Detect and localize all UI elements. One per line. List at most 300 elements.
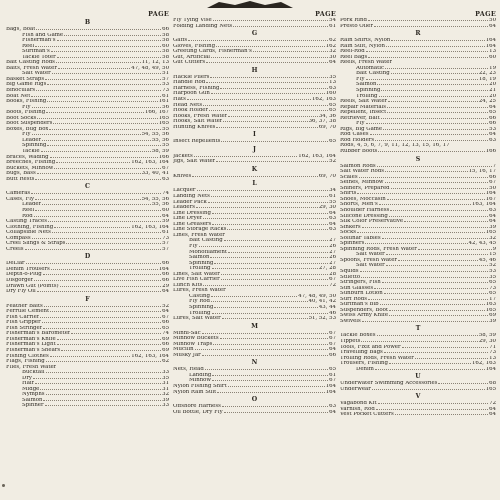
index-entry-text: Bags, Boat (6, 27, 36, 32)
index-entry-page-number: 66 (329, 352, 336, 358)
dot-leader (47, 101, 157, 102)
index-entry-text: Disgorger (6, 277, 34, 283)
dot-leader (223, 121, 307, 122)
index-entry-page-number: 66 (162, 342, 169, 348)
index-entry (173, 410, 336, 416)
index-entry-text: Casting Traces (6, 219, 47, 225)
dot-leader (385, 182, 489, 183)
index-entry-page-number: 39 (489, 224, 496, 230)
index-entry-text: Fisherman's Barometer (6, 331, 71, 337)
dot-leader (53, 123, 157, 124)
dot-leader (211, 301, 308, 302)
index-entry-page-number: 69 (162, 347, 169, 353)
dot-leader (362, 321, 488, 322)
index-entry-text: Spinning Rods, Fresh Water (340, 246, 417, 252)
dot-leader (34, 280, 161, 281)
index-entry-page-number: 162, 163, 164 (131, 353, 169, 359)
index-entry-text: Pork Rind (340, 18, 367, 23)
index-entry-page-number: 163, 164 (471, 202, 496, 208)
index-entry-text: Silk Color Preservative (340, 219, 404, 225)
dot-leader (35, 210, 161, 211)
dot-leader (35, 199, 141, 200)
index-entry-page-number: 161 (158, 99, 169, 105)
dot-leader (211, 196, 328, 197)
index-entry-page-number: 64 (162, 289, 169, 295)
index-entry-text: Salmon Rods (340, 163, 376, 169)
index-entry-text: Line Dryer (173, 216, 203, 222)
dot-leader (47, 84, 161, 85)
index-entry-page-number: 62 (162, 359, 169, 365)
dot-leader (214, 263, 328, 264)
index-entry-page-number: 66 (162, 277, 169, 283)
dot-leader (216, 127, 317, 128)
index-entry-text: Spinning (189, 260, 214, 266)
dot-leader (212, 375, 328, 376)
index-entry-page-number: 64 (329, 60, 336, 66)
index-entry-text: Musky Jar (173, 352, 201, 358)
dot-leader (220, 338, 329, 339)
dot-leader (46, 372, 162, 373)
index-entry-page-number: 9 (492, 246, 496, 252)
index-entry-page-number: 63 (162, 176, 169, 182)
dot-leader (368, 20, 488, 21)
index-entry-text: Repair Materials (340, 104, 387, 110)
index-entry (173, 24, 336, 30)
section-letter-heading: C (85, 183, 90, 191)
dot-leader (60, 286, 162, 287)
index-entry-text: Trolling (189, 310, 211, 316)
dot-leader (195, 349, 328, 350)
index-entry-text: Shoes, Moccasin (340, 196, 386, 202)
index-entry-text: Trolling (356, 93, 378, 99)
dot-leader (42, 140, 151, 141)
dot-leader (40, 317, 161, 318)
dot-leader (211, 93, 325, 94)
index-entry-page-number: 162, 163 (471, 361, 496, 367)
index-entry-text: Spinner (22, 403, 44, 409)
index-entry-page-number: 164 (485, 43, 496, 49)
dot-leader (71, 333, 161, 334)
index-entry-page-number: 60 (162, 43, 169, 49)
section-letter-heading: D (84, 253, 91, 261)
index-entry-text: Stiletto (340, 274, 361, 280)
dot-leader (37, 291, 161, 292)
dot-leader (32, 238, 161, 239)
index-entry-page-number: 66 (162, 272, 169, 278)
dot-leader (37, 118, 157, 119)
index-entry-text: Big Game Rigs (6, 82, 47, 88)
index-entry-page-number: 162, 163, 164 (131, 160, 169, 166)
index-entry-page-number: 57 (162, 76, 169, 82)
index-entry-page-number: 31 (162, 381, 169, 387)
index-entry-text: Folding Landing Nets (173, 23, 233, 29)
index-entry-text: Greeting Cards, Fisherman's (173, 49, 252, 55)
index-entry-page-number: 27 (329, 238, 336, 244)
dot-leader (216, 161, 328, 162)
index-entry-page-number: 32 (162, 392, 169, 398)
section-letter-heading: T (415, 325, 421, 333)
dot-leader (376, 409, 488, 410)
index-entry-page-number: 63 (329, 216, 336, 222)
index-entry-page-number: 11, 12, 13 (141, 60, 169, 66)
index-entry-text: Rain Shirts, Nylon (340, 38, 391, 44)
index-entry-text: Fly Rod (189, 299, 210, 305)
index-entry-page-number: 63 (489, 207, 496, 213)
index-entry-text: Fly (189, 243, 198, 249)
index-entry-page-number: 51, 52, 53 (308, 316, 336, 322)
index-entry-page-number: 58 (162, 54, 169, 60)
dot-leader (390, 210, 488, 211)
index-entry-text: Flies, Fresh Water (6, 364, 57, 370)
dot-leader (387, 107, 488, 108)
dot-leader (43, 274, 161, 275)
index-entry-page-number: 58 (162, 38, 169, 44)
index-entry-text: Bait Casting Rods (6, 60, 55, 66)
dot-leader (383, 129, 488, 130)
dot-leader (57, 339, 162, 340)
index-entry-page-number: 61 (329, 372, 336, 378)
index-entry-text: Boxes, Bug Box (6, 126, 49, 132)
index-entry-page-number: 39 (489, 318, 496, 324)
index-entry-text: Fisherman's Shears (6, 347, 61, 353)
index-entry-text: Reels, Salt Water (340, 99, 388, 105)
index-entry-text: Midge (22, 386, 40, 392)
dot-leader (382, 238, 489, 239)
header-ornament-logo (205, 0, 295, 9)
index-entry-page-number: 64 (489, 132, 496, 138)
index-entry-text: Salt Water Rods (340, 169, 384, 175)
index-entry-page-number: 26 (329, 243, 336, 249)
dot-leader (64, 35, 161, 36)
section-letter-heading: M (251, 322, 258, 330)
dot-leader (203, 218, 328, 219)
index-entry-text: Landing Nets (173, 194, 210, 200)
index-column-left (6, 11, 169, 409)
index-entry-page-number: 64 (329, 347, 336, 353)
index-entry-text: Jigs, Salt Water (173, 159, 216, 165)
dot-leader (224, 240, 328, 241)
index-entry-text: Lines, Fresh Water (173, 232, 225, 238)
index-entry-text: Tackle Toter (22, 54, 56, 60)
dot-leader (404, 221, 488, 222)
index-entry-text: Boot Suspenders (6, 121, 53, 127)
index-entry-text: Braces, Wading (6, 154, 49, 160)
index-entry-text: Depth-o-Plug (6, 272, 42, 278)
dot-leader (386, 46, 485, 47)
dot-leader (54, 168, 161, 169)
index-entry-text: Butt Rests (6, 176, 35, 182)
dot-leader (192, 176, 318, 177)
dot-leader (196, 207, 318, 208)
index-entry-page-number: 52 (162, 303, 169, 309)
dot-leader (388, 101, 478, 102)
dot-leader (389, 363, 471, 364)
index-entry-page-number: 57 (162, 246, 169, 252)
index-entry-text: Head Nets (173, 102, 203, 108)
index-entry-page-number: 65 (489, 291, 496, 297)
dot-leader (50, 311, 161, 312)
index-entry-text: Rod (22, 213, 33, 219)
index-entry-page-number: 24, 25 (478, 99, 496, 105)
dot-leader (214, 307, 317, 308)
index-entry-text: Live Fish Carrier (173, 277, 220, 283)
index-entry-page-number: 73 (162, 88, 169, 94)
index-entry (173, 174, 336, 180)
index-entry-text: Basket Straps (6, 76, 45, 82)
dot-leader (386, 265, 488, 266)
index-entry-text: Salt Water (356, 252, 385, 258)
dot-leader (384, 293, 488, 294)
index-entry-text: Tackle Boxes (340, 333, 376, 339)
index-entry-text: Boots, Fishing (6, 110, 46, 116)
dot-leader (398, 260, 478, 261)
index-entry-text: Gut, Artificial (173, 54, 211, 60)
index-entry-text: Vest Pocket Cutters (340, 412, 394, 418)
index-entry-page-number: 63 (329, 85, 336, 91)
index-entry-text: Salmon (189, 255, 210, 261)
index-entry-page-number: 52 (329, 159, 336, 165)
index-entry (340, 367, 496, 373)
index-entry-text: Nylon Rain Suit (173, 389, 217, 395)
dot-leader (374, 26, 488, 27)
index-entry-text: Squids (340, 268, 359, 274)
dot-leader (35, 46, 161, 47)
dot-leader (58, 68, 130, 69)
index-entry-text: Denim (356, 366, 374, 372)
index-entry-text: DeLiar (6, 261, 25, 267)
dot-leader (359, 177, 489, 178)
index-entry (340, 149, 496, 155)
dot-leader (57, 344, 162, 345)
index-entry-page-number: 69 (489, 313, 496, 319)
index-entry-page-number: 32 (489, 235, 496, 241)
dot-leader (46, 112, 144, 113)
index-entry-text: Surf Rods (340, 296, 367, 302)
dot-leader (377, 335, 478, 336)
index-entry-text: Landing (189, 372, 212, 378)
section-letter-heading: H (251, 66, 258, 74)
index-entry-page-number: 20 (489, 93, 496, 99)
index-entry-text: Cases, Fly (6, 196, 34, 202)
index-entry-page-number: 52 (489, 263, 496, 269)
index-entry-page-number: 162, 163 (311, 97, 336, 103)
index-entry-page-number: 56 (162, 104, 169, 110)
index-entry-text: Fly Tying Vise (173, 18, 212, 23)
index-entry-text: Bait Casting (189, 238, 223, 244)
index-entry-text: Gut Cutters (173, 60, 206, 66)
section-letter-heading: J (253, 145, 256, 153)
index-entry-text: Hats (173, 97, 186, 103)
index-entry-text: Drawn Gut (Points) (6, 283, 59, 289)
dot-leader (418, 249, 492, 250)
index-entry-page-number: 164 (485, 366, 496, 372)
index-entry-text: Scales (340, 174, 358, 180)
index-entry-page-number: 65 (162, 325, 169, 331)
index-entry-page-number: 164 (158, 266, 169, 272)
index-entry-text: Compass (6, 235, 31, 241)
index-entry-text: Suspenders, Boot (340, 307, 389, 313)
index-entry-text: Minnow Buckets (173, 336, 219, 342)
dot-leader (374, 288, 488, 289)
margin-bullet-dot (2, 484, 5, 487)
dot-leader (56, 162, 130, 163)
index-column-middle (173, 11, 336, 415)
dot-leader (386, 254, 488, 255)
index-entry-text: Rubber Boots (340, 149, 378, 155)
index-entry-text: Casting (189, 293, 210, 299)
index-entry-page-number: 162, 163, 164 (131, 224, 169, 230)
index-entry-text: Reels, Fresh Water (340, 60, 393, 66)
dot-leader (57, 57, 161, 58)
index-entry-text: Books, Fishing (6, 99, 47, 105)
index-entry-text: Hackle Pliers (173, 74, 210, 80)
index-entry-page-number: 33 (162, 370, 169, 376)
dot-leader (37, 173, 141, 174)
index-entry-page-number: 34, 36 (318, 113, 336, 119)
dot-leader (213, 344, 328, 345)
index-entry-text: Line Greasers (173, 221, 212, 227)
index-entry (340, 412, 496, 418)
index-entry-text: Fish Carrier (6, 314, 40, 320)
dot-leader (372, 389, 485, 390)
dot-leader (213, 20, 328, 21)
index-entry-page-number: 164 (485, 38, 496, 44)
index-entry (6, 289, 169, 295)
dot-leader (360, 271, 489, 272)
index-entry-page-number: 58 (162, 49, 169, 55)
index-entry-text: Clothing, Fishing (6, 224, 54, 230)
dot-leader (389, 216, 488, 217)
index-entry-text: Trolling Rods, Fresh Water (340, 355, 414, 361)
index-entry (340, 387, 496, 393)
index-entry-page-number: 54 (329, 18, 336, 23)
dot-leader (379, 96, 489, 97)
dot-leader (395, 414, 488, 415)
index-entry-text: Fly (356, 76, 365, 82)
dot-leader (32, 107, 162, 108)
index-entry-page-number: 45, 46 (478, 257, 496, 263)
index-entry-page-number: 57 (162, 241, 169, 247)
index-entry-text: Bait Casting (356, 71, 390, 77)
index-entry-text: Reel-Rod (340, 49, 365, 55)
index-entry-text: Lures, Fresh Water (173, 288, 226, 294)
index-entry-text: Cameras (6, 191, 31, 197)
dot-leader (42, 204, 151, 205)
section-letter-heading: O (251, 396, 258, 404)
dot-leader (375, 369, 485, 370)
dot-leader (385, 68, 488, 69)
index-entry-page-number: 63 (329, 404, 336, 410)
index-entry-text: Harness, Fishing (173, 85, 220, 91)
index-entry-text: Dry (22, 375, 32, 381)
index-entry-page-number: 15, 16, 17 (468, 169, 496, 175)
index-entry-text: Lines, Salt Water (173, 271, 220, 277)
dot-leader (216, 46, 325, 47)
index-entry-text: Breeches, Fishing (6, 160, 56, 166)
dot-leader (188, 40, 328, 41)
index-entry (173, 353, 336, 359)
dot-leader (44, 306, 161, 307)
index-entry-text: Monofilament (189, 249, 227, 255)
index-entry-text: Spinners (340, 241, 365, 247)
index-entry-text: Salmon (356, 82, 377, 88)
index-entry-text: Knives (173, 173, 192, 179)
index-entry-page-number: 69, 70 (318, 124, 336, 130)
index-entry-page-number: 26 (329, 255, 336, 261)
index-entry (340, 319, 496, 325)
index-entry-text: Tippets (340, 338, 361, 344)
index-entry-text: Rod Holders (340, 137, 375, 143)
index-entry-page-number: 53 (489, 268, 496, 274)
dot-leader (40, 389, 161, 390)
index-entry-page-number: 73 (162, 235, 169, 241)
dot-leader (202, 355, 328, 356)
index-entry-page-number: 66 (489, 174, 496, 180)
index-entry-text: Retriever, Bait (340, 115, 380, 121)
dot-leader (194, 156, 297, 157)
index-entry-page-number: 64 (162, 213, 169, 219)
index-entry-page-number: 64 (162, 309, 169, 315)
index-entry-page-number: 73 (489, 350, 496, 356)
index-entry-page-number: 167 (485, 196, 496, 202)
index-entry-text: Spinning (356, 88, 381, 94)
index-entry-page-number: 66 (489, 115, 496, 121)
dot-leader (211, 57, 328, 58)
dot-leader (224, 412, 329, 413)
index-entry (173, 60, 336, 66)
dot-leader (357, 232, 485, 233)
index-entry-text: Fish and Game (22, 32, 64, 38)
index-entry-text: Salt Water (356, 263, 385, 269)
index-entry-page-number: 73 (489, 285, 496, 291)
column-header-page: PAGE (315, 10, 336, 18)
index-entry (340, 24, 496, 30)
index-entry-text: Socks (340, 230, 356, 236)
index-entry-page-number: 55 (162, 126, 169, 132)
dot-leader (361, 277, 488, 278)
index-entry-text: Gloves, Fishing (173, 43, 216, 49)
dot-leader (31, 193, 161, 194)
dot-leader (361, 341, 477, 342)
index-entry-page-number: 60 (489, 54, 496, 60)
dot-leader (391, 188, 489, 189)
index-entry-page-number: 32 (329, 49, 336, 55)
index-entry-text: Flags, Fishing (6, 359, 45, 365)
index-entry-text: Ferrule Cement (6, 309, 50, 315)
index-entry-text: Tackle (22, 149, 40, 155)
section-letter-heading: L (252, 180, 257, 188)
dot-leader (233, 26, 328, 27)
index-entry-page-number: 31 (162, 386, 169, 392)
index-entry-page-number: 61 (162, 230, 169, 236)
dot-leader (381, 118, 489, 119)
dot-leader (32, 134, 141, 135)
index-entry-page-number: 72 (489, 401, 496, 407)
index-entry-page-number: 17 (489, 296, 496, 302)
index-entry-page-number: 47, 48, 49, 50 (131, 65, 169, 71)
index-entry-page-number: 66 (489, 121, 496, 127)
index-entry-page-number: 160 (325, 91, 336, 97)
index-entry-page-number: 46 (329, 310, 336, 316)
index-entry-text: Nets, Head (173, 367, 204, 373)
index-entry-text: Boot Socks (6, 115, 37, 121)
section-letter-heading: N (251, 359, 258, 367)
index-entry-text: Reel Bags (340, 54, 368, 60)
index-entry-page-number: 165 (158, 121, 169, 127)
index-entry-page-number: 58 (162, 32, 169, 38)
index-entry-page-number: 67 (162, 165, 169, 171)
dot-leader (46, 361, 161, 362)
